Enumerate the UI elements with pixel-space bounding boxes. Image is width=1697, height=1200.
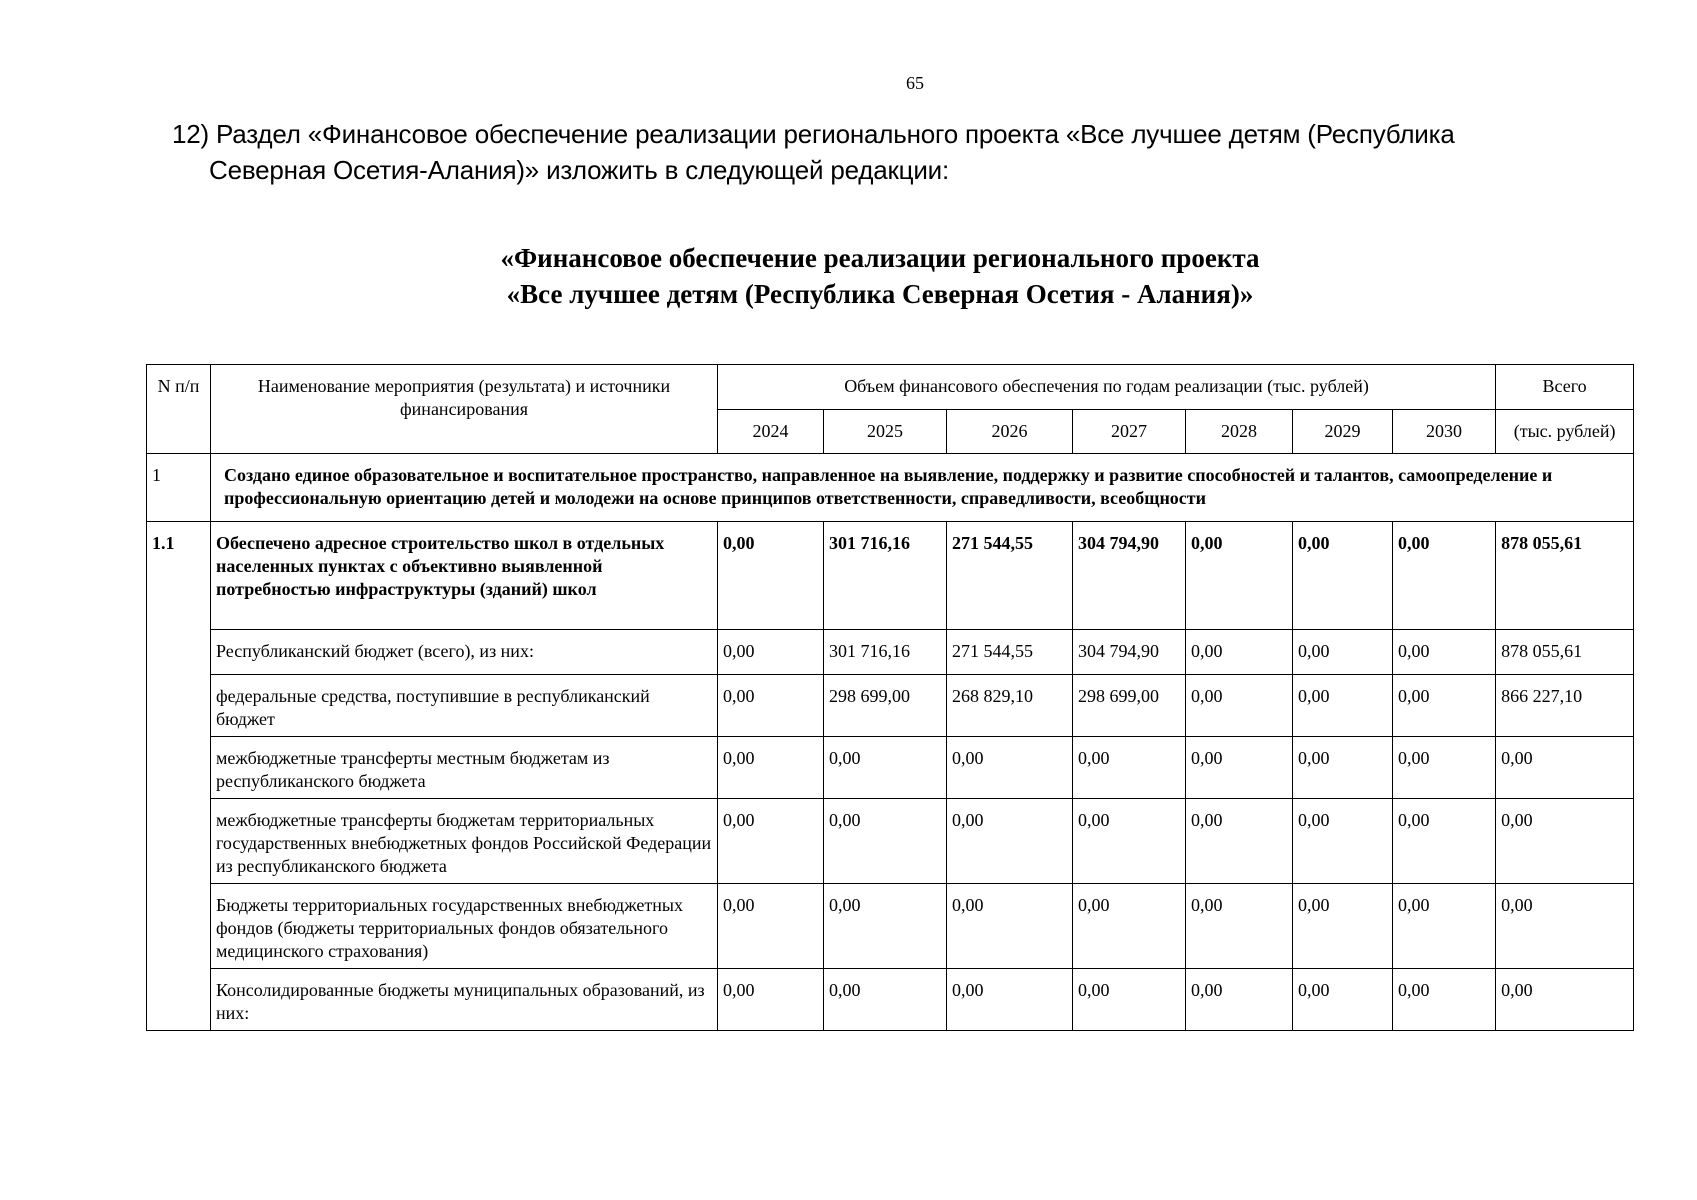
year-2028: 2028 xyxy=(1186,410,1293,454)
cell-2030: 0,00 xyxy=(1393,675,1496,737)
cell-2030: 0,00 xyxy=(1393,737,1496,799)
cell-total: 866 227,10 xyxy=(1496,675,1634,737)
year-2030: 2030 xyxy=(1393,410,1496,454)
section-text: Создано единое образовательное и воспитательное пространство, направленное на выявление, поддержку и развитие способностей и талантов, самоопределение и профессиональную ориентацию детей и молодежи на основе принципов ответственности, справедливости, всеобщности xyxy=(211,454,1634,522)
cell-2029: 0,00 xyxy=(1293,969,1393,1031)
header-volume: Объем финансового обеспечения по годам реализации (тыс. рублей) xyxy=(718,365,1496,410)
document-title xyxy=(0,240,1697,312)
page-number: 65 xyxy=(906,73,924,93)
cell-2029: 0,00 xyxy=(1293,522,1393,630)
cell-total: 878 055,61 xyxy=(1496,630,1634,675)
cell-2030: 0,00 xyxy=(1393,522,1496,630)
cell-2029: 0,00 xyxy=(1293,799,1393,884)
row-name: Республиканский бюджет (всего), из них: xyxy=(211,630,718,675)
cell-2024: 0,00 xyxy=(718,884,824,969)
intro-paragraph xyxy=(172,116,1572,188)
header-row xyxy=(147,365,1634,410)
header-name: Наименование мероприятия (результата) и источники финансирования xyxy=(211,365,718,454)
table-row xyxy=(147,522,1634,630)
cell-2027: 0,00 xyxy=(1073,737,1186,799)
year-2024: 2024 xyxy=(718,410,824,454)
cell-2027: 0,00 xyxy=(1073,799,1186,884)
cell-2028: 0,00 xyxy=(1186,630,1293,675)
cell-2025: 298 699,00 xyxy=(824,675,947,737)
cell-2025: 0,00 xyxy=(824,884,947,969)
table-row xyxy=(147,884,1634,969)
cell-2028: 0,00 xyxy=(1186,522,1293,630)
row-name: Консолидированные бюджеты муниципальных образований, из них: xyxy=(211,969,718,1031)
cell-2030: 0,00 xyxy=(1393,799,1496,884)
table-row xyxy=(147,969,1634,1031)
section-num: 1 xyxy=(147,454,211,522)
cell-2026: 0,00 xyxy=(947,799,1073,884)
cell-2024: 0,00 xyxy=(718,630,824,675)
cell-2028: 0,00 xyxy=(1186,737,1293,799)
cell-2030: 0,00 xyxy=(1393,969,1496,1031)
table-row xyxy=(147,630,1634,675)
cell-2024: 0,00 xyxy=(718,675,824,737)
row-name: федеральные средства, поступившие в республиканский бюджет xyxy=(211,675,718,737)
table-row xyxy=(147,675,1634,737)
year-2026: 2026 xyxy=(947,410,1073,454)
cell-2027: 0,00 xyxy=(1073,884,1186,969)
cell-2027: 304 794,90 xyxy=(1073,630,1186,675)
cell-2029: 0,00 xyxy=(1293,884,1393,969)
cell-2024: 0,00 xyxy=(718,522,824,630)
cell-2027: 304 794,90 xyxy=(1073,522,1186,630)
cell-2030: 0,00 xyxy=(1393,630,1496,675)
cell-2026: 0,00 xyxy=(947,737,1073,799)
cell-2028: 0,00 xyxy=(1186,799,1293,884)
row-name: Бюджеты территориальных государственных внебюджетных фондов (бюджеты территориальных фондов обязательного медицинского страхования) xyxy=(211,884,718,969)
cell-total: 0,00 xyxy=(1496,969,1634,1031)
cell-2024: 0,00 xyxy=(718,799,824,884)
cell-2029: 0,00 xyxy=(1293,630,1393,675)
header-total: Всего xyxy=(1496,365,1634,410)
header-total-units: (тыс. рублей) xyxy=(1496,410,1634,454)
financing-table xyxy=(146,364,1634,1031)
intro-line-1: 12) Раздел «Финансовое обеспечение реализации регионального проекта «Все лучшее детям (Республика xyxy=(172,119,1455,149)
row-name: межбюджетные трансферты местным бюджетам из республиканского бюджета xyxy=(211,737,718,799)
cell-total: 0,00 xyxy=(1496,737,1634,799)
section-row xyxy=(147,454,1634,522)
cell-2026: 271 544,55 xyxy=(947,522,1073,630)
cell-2026: 0,00 xyxy=(947,884,1073,969)
cell-2024: 0,00 xyxy=(718,737,824,799)
cell-2028: 0,00 xyxy=(1186,884,1293,969)
cell-2026: 271 544,55 xyxy=(947,630,1073,675)
item-num: 1.1 xyxy=(147,522,211,1031)
cell-2025: 0,00 xyxy=(824,799,947,884)
cell-2025: 301 716,16 xyxy=(824,630,947,675)
title-line-2: «Все лучшее детям (Республика Северная Осетия - Алания)» xyxy=(506,279,1254,309)
intro-line-2: Северная Осетия-Алания)» изложить в следующей редакции: xyxy=(209,155,950,185)
cell-2029: 0,00 xyxy=(1293,737,1393,799)
cell-total: 0,00 xyxy=(1496,884,1634,969)
cell-2027: 0,00 xyxy=(1073,969,1186,1031)
year-2027: 2027 xyxy=(1073,410,1186,454)
cell-2027: 298 699,00 xyxy=(1073,675,1186,737)
cell-total: 878 055,61 xyxy=(1496,522,1634,630)
row-name: межбюджетные трансферты бюджетам территориальных государственных внебюджетных фондов Российской Федерации из республиканского бюджета xyxy=(211,799,718,884)
row-name: Обеспечено адресное строительство школ в отдельных населенных пунктах с объективно выявленной потребностью инфраструктуры (зданий) школ xyxy=(211,522,718,630)
cell-2028: 0,00 xyxy=(1186,675,1293,737)
cell-2025: 0,00 xyxy=(824,969,947,1031)
table-row xyxy=(147,737,1634,799)
cell-2029: 0,00 xyxy=(1293,675,1393,737)
table-row xyxy=(147,799,1634,884)
title-line-1: «Финансовое обеспечение реализации регионального проекта xyxy=(500,243,1260,273)
cell-2024: 0,00 xyxy=(718,969,824,1031)
cell-total: 0,00 xyxy=(1496,799,1634,884)
cell-2026: 0,00 xyxy=(947,969,1073,1031)
year-2029: 2029 xyxy=(1293,410,1393,454)
header-num: N п/п xyxy=(147,365,211,454)
cell-2025: 301 716,16 xyxy=(824,522,947,630)
cell-2025: 0,00 xyxy=(824,737,947,799)
cell-2026: 268 829,10 xyxy=(947,675,1073,737)
cell-2028: 0,00 xyxy=(1186,969,1293,1031)
year-2025: 2025 xyxy=(824,410,947,454)
cell-2030: 0,00 xyxy=(1393,884,1496,969)
